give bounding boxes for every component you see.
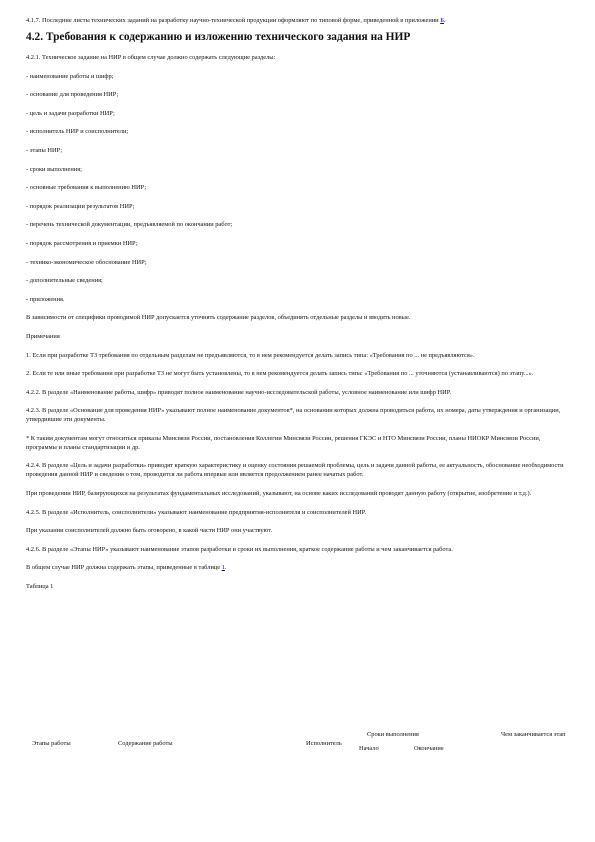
- col-result-header: Чем заканчивается этап: [501, 731, 566, 738]
- section-4-2-6-paragraph: 4.2.6. В разделе «Этапы НИР» указывают наименование этапов разработки и сроки их выполнения, краткое содержание работы и чем заканчивается работа.: [26, 545, 453, 553]
- table-header-row: [26, 730, 571, 739]
- col-stages-header: Этапы работы: [32, 740, 71, 747]
- specifics-paragraph: В зависимости от специфики проводимой НИР допускается уточнять содержание разделов, объединять отдельные разделы и вводить новые.: [26, 314, 411, 322]
- section-4-2-5-paragraph: 4.2.5. В разделе «Исполнитель, соисполнители» указывают наименование предприятия-исполнителя и соисполнителей НИР.: [26, 508, 367, 516]
- stages-paragraph: В общем случае НИР должна содержать этапы, приведенные в таблице 1.: [26, 564, 227, 572]
- note-1: 1. Если при разработке ТЗ требования по отдельным разделам не предъявляются, то в нем рекомендуется делать запись типа: «Требования по ... не предъявляются».: [26, 351, 475, 359]
- list-item: - основные требования к выполнению НИР;: [26, 184, 147, 192]
- section-4-2-heading: 4.2. Требования к содержанию и изложению технического задания на НИР: [26, 31, 411, 43]
- appendix-b-link[interactable]: Б: [440, 17, 444, 24]
- col-content-header: Содержание работы: [118, 740, 173, 747]
- list-item: - порядок рассмотрения и приемки НИР;: [26, 239, 138, 247]
- document-page: [26, 16, 571, 591]
- note-2: 2. Если те или иные требования при разработке ТЗ не могут быть установлены, то в нем рекомендуется делать запись типа: «Требования по ... уточняются (устанавливаются) по этапу...».: [26, 370, 534, 378]
- list-item: - цель и задачи разработки НИР;: [26, 109, 115, 117]
- section-4-2-3-paragraph: 4.2.3. В разделе «Основание для проведения НИР» указывают полное наименование документов*, на основании которых должна проводиться работа, их номера, даты утверждения и организации, утвердившие эти документы.: [26, 407, 561, 424]
- table-caption: Таблица 1: [26, 583, 54, 591]
- list-item: - приложения.: [26, 295, 65, 303]
- col-start-header: Начало: [359, 745, 379, 752]
- section-4-1-7-paragraph: 4.1.7. Последние листы технических заданий на разработку научно-технической продукции оформляют по типовой форме, приведенной в приложении Б.: [26, 17, 446, 24]
- section-4-2-1-paragraph: 4.2.1. Техническое задание на НИР в общем случае должно содержать следующие разделы:: [26, 54, 276, 61]
- footnote: * К таким документам могут относиться приказы Минсвязи России, постановления Коллегии Минсвязи России, решения ГКЭС и НТО Минсвязи России, планы НИОКР Минсвязи России, программы и планы стандартизации и др.: [26, 434, 541, 451]
- fundamental-research-paragraph: При проведении НИР, базирующихся на результатах фундаментальных исследований, указывают, на основе каких исследований проводят данную работу (открытие, изобретение и т.д.).: [26, 490, 532, 498]
- co-executors-paragraph: При указании соисполнителей должно быть оговорено, в какой части НИР они участвуют.: [26, 527, 273, 535]
- list-item: - наименование работы и шифр;: [26, 72, 114, 80]
- list-item: - этапы НИР;: [26, 146, 63, 154]
- list-item: - исполнитель НИР и соисполнители;: [26, 128, 129, 136]
- table-1-link[interactable]: 1: [221, 564, 225, 572]
- list-item: - основание для проведения НИР;: [26, 91, 119, 99]
- list-item: - сроки выполнения;: [26, 165, 82, 173]
- col-end-header: Окончание: [413, 745, 444, 752]
- col-executor-header: Исполнитель: [306, 740, 342, 747]
- section-4-2-2-paragraph: 4.2.2. В разделе «Наименование работы, шифр» приводят полное наименование научно-исследовательской работы, условное наименование или шифр НИР.: [26, 388, 452, 396]
- notes-title: Примечания: [26, 332, 60, 340]
- stages-table: [26, 730, 571, 753]
- list-item: - технико-экономическое обоснование НИР;: [26, 258, 147, 266]
- col-terms-header: Сроки выполнения: [367, 731, 419, 738]
- list-item: - дополнительные сведения;: [26, 277, 103, 285]
- list-item: - порядок реализации результатов НИР;: [26, 202, 135, 210]
- section-4-2-4-paragraph: 4.2.4. В разделе «Цель и задачи разработки» приводят краткую характеристику и оценку состояния решаемой проблемы, цель и задачи данной работы, ее актуальность, обоснование необходимости проведения данной НИР и сведения о том, проводится ли работа впервые или является продолжением ранее начатых работ.: [26, 462, 564, 479]
- list-item: - перечень технической документации, предъявляемой по окончании работ;: [26, 221, 233, 229]
